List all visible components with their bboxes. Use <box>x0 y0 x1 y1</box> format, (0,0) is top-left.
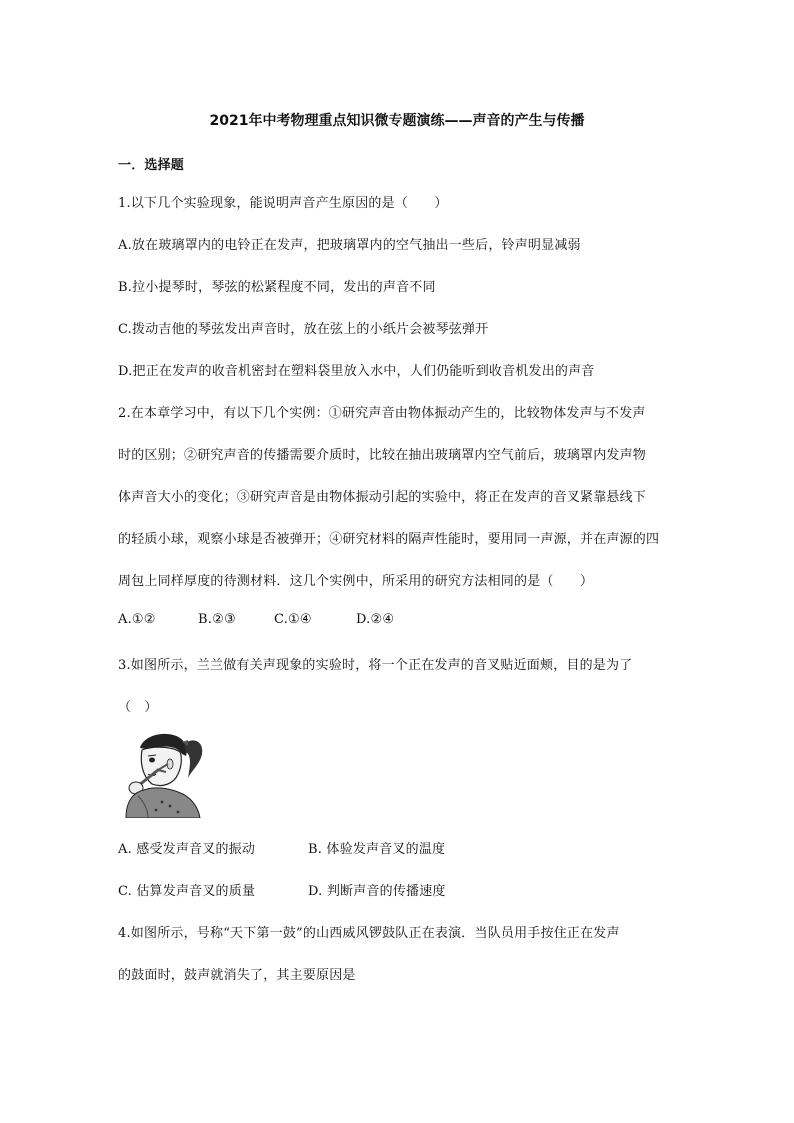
question-2-option-b: B.②③ <box>198 612 236 627</box>
section-heading: 一．选择题 <box>118 158 185 173</box>
question-2-option-d: D.②④ <box>356 612 395 627</box>
question-2-option-a: A.①② <box>118 612 156 627</box>
question-2-option-c: C.①④ <box>274 612 312 627</box>
question-3-option-a: A. 感受发声音叉的振动 <box>118 842 256 857</box>
question-2-options <box>118 612 394 627</box>
question-3-option-b: B. 体验发声音叉的温度 <box>308 842 446 857</box>
page-title: 2021年中考物理重点知识微专题演练——声音的产生与传播 <box>209 113 585 129</box>
question-1-option-c: C.拨动吉他的琴弦发出声音时，放在弦上的小纸片会被琴弦弹开 <box>118 322 489 337</box>
question-2-line-5: 周包上同样厚度的待测材料．这几个实例中，所采用的研究方法相同的是（ ） <box>118 574 594 589</box>
question-2-line-2: 时的区别；②研究声音的传播需要介质时，比较在抽出玻璃罩内空气前后，玻璃罩内发声物 <box>118 448 647 463</box>
question-1-option-d: D.把正在发声的收音机密封在塑料袋里放入水中，人们仍能听到收音机发出的声音 <box>118 364 595 379</box>
girl-with-tuning-fork-illustration <box>118 726 210 818</box>
question-3-options-row-2 <box>118 880 446 899</box>
question-4-line-2: 的鼓面时，鼓声就消失了，其主要原因是 <box>118 968 356 983</box>
question-4-line-1: 4.如图所示，号称“天下第一鼓”的山西威风锣鼓队正在表演．当队员用手按住正在发声 <box>118 926 620 941</box>
question-3-options-row-1 <box>118 838 445 857</box>
question-2-line-3: 体声音大小的变化；③研究声音是由物体振动引起的实验中，将正在发声的音叉紧靠悬线下 <box>118 490 647 505</box>
question-2-line-4: 的轻质小球，观察小球是否被弹开；④研究材料的隔声性能时，要用同一声源，并在声源的四 <box>118 532 660 547</box>
question-1-option-b: B.拉小提琴时，琴弦的松紧程度不同，发出的声音不同 <box>118 280 436 295</box>
question-3-bracket: （ ） <box>118 700 158 715</box>
question-3-stem: 3.如图所示，兰兰做有关声现象的实验时，将一个正在发声的音叉贴近面颊，目的是为了 <box>118 658 633 673</box>
question-3-option-c: C. 估算发声音叉的质量 <box>118 884 256 899</box>
question-2-line-1: 2.在本章学习中，有以下几个实例：①研究声音由物体振动产生的，比较物体发声与不发声 <box>118 406 646 421</box>
question-1-stem: 1.以下几个实验现象，能说明声音产生原因的是（ ） <box>118 196 448 211</box>
question-1-option-a: A.放在玻璃罩内的电铃正在发声，把玻璃罩内的空气抽出一些后，铃声明显减弱 <box>118 238 581 253</box>
question-3-option-d: D. 判断声音的传播速度 <box>308 884 446 899</box>
